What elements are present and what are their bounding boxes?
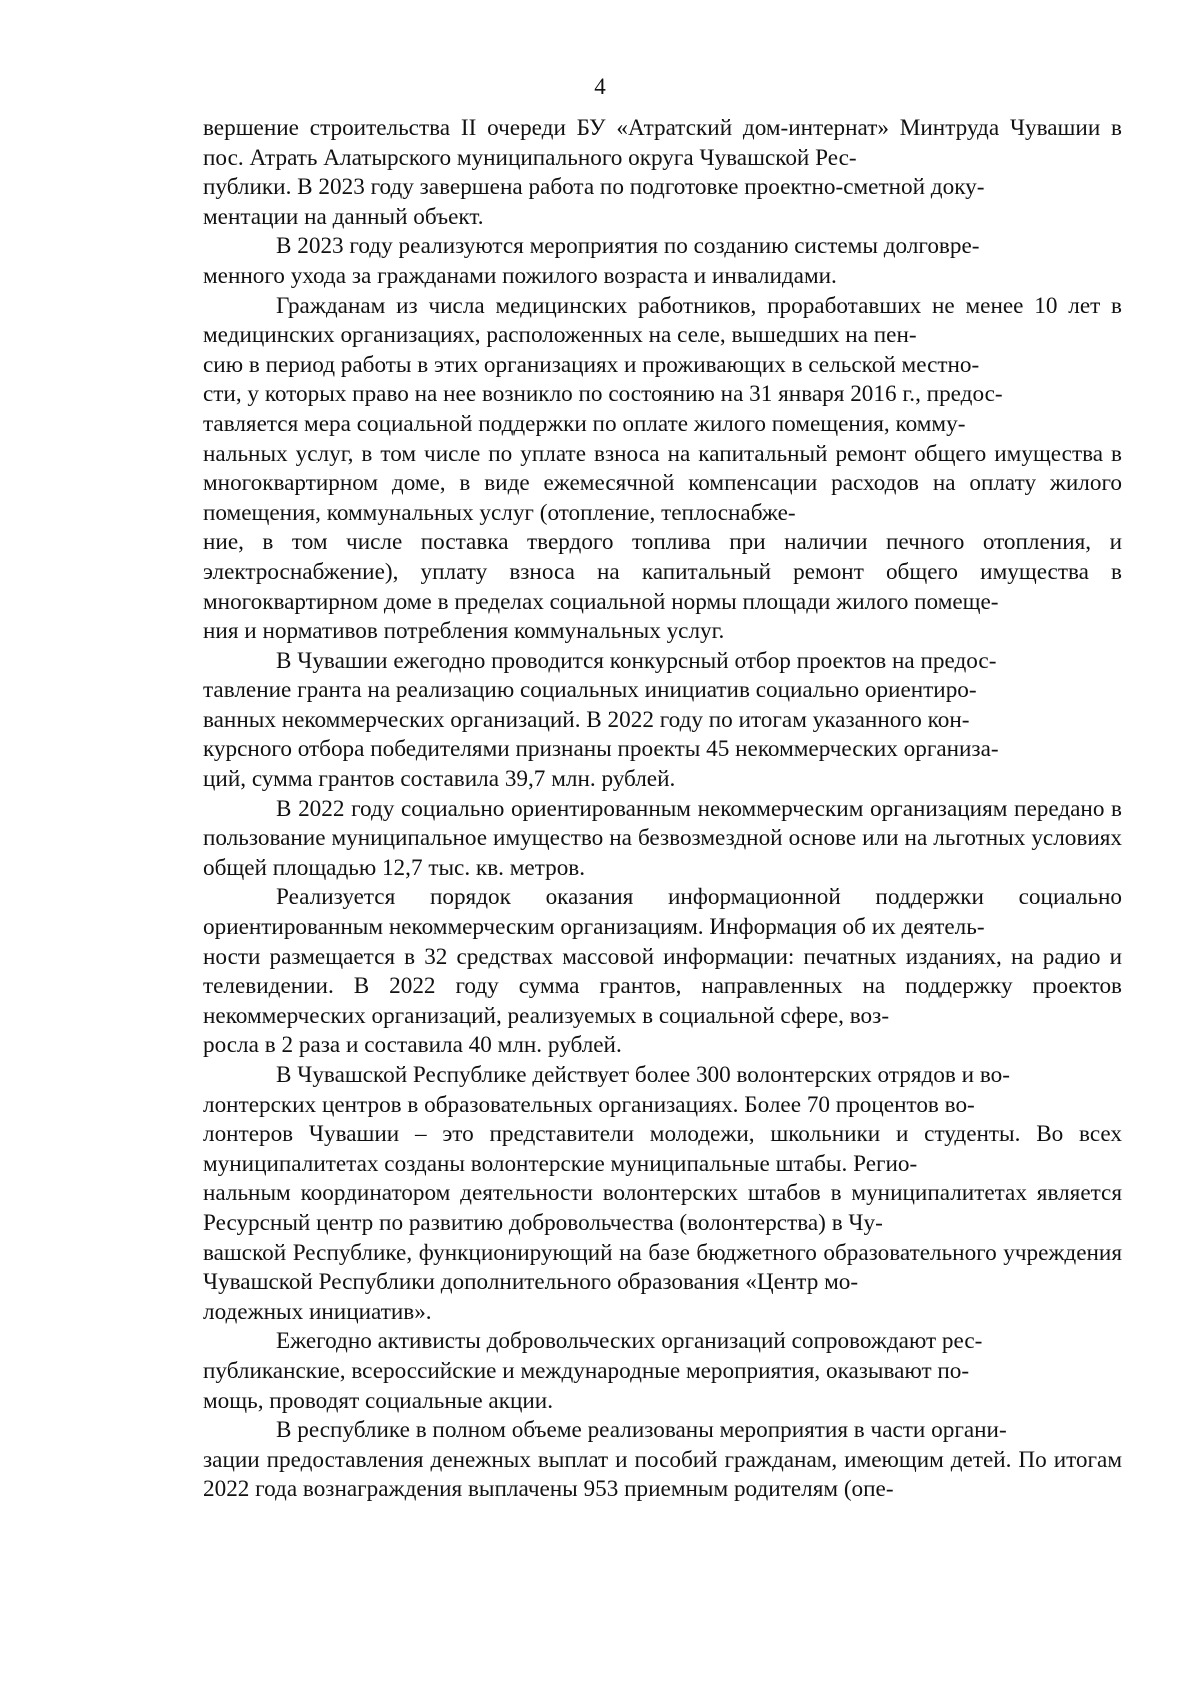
paragraph-grant-competition: В Чувашии ежегодно проводится конкурсный отбор проектов на предос- тавление гранта на реализацию социальных инициатив социально ориентиро- ванных некоммерческих организаций. В 2022 году по итогам указанного кон- курсного отбора победителями признаны проекты 45 некоммерческих организа- ций, сумма грантов составила 39,7 млн. рублей.	[203, 647, 999, 793]
paragraph-volunteer-activists: Ежегодно активисты добровольческих организаций сопровождают рес- публиканские, всероссийские и международные мероприятия, оказывают по- мощь, проводят социальные акции.	[203, 1328, 983, 1414]
page-number: 4	[594, 74, 606, 99]
paragraph-continuation: вершение строительства II очереди БУ «Атратский дом-интернат» Минтруда Чувашии в пос. Атрать Алатырского муниципального округа Чувашской Рес- публики. В 2023 году завершена работа по подготовке проектно-сметной доку- ментации на данный объект.	[203, 115, 1122, 230]
paragraph-medical-workers-support: Гражданам из числа медицинских работников, проработавших не менее 10 лет в медицинских организациях, расположенных на селе, вышедших на пен- сию в период работы в этих организациях и проживающих в сельской местно- сти, у которых право на нее возникло по состоянию на 31 января 2016 г., предос- тавляется мера социальной поддержки по оплате жилого помещения, комму- нальных услуг, в том числе по уплате взноса на капитальный ремонт общего имущества в многоквартирном доме, в виде ежемесячной компенсации расходов на оплату жилого помещения, коммунальных услуг (отопление, теплоснабже- ние, в том числе поставка твердого топлива при наличии печного отопления, и электроснабжение), уплату взноса на капитальный ремонт общего имущества в многоквартирном доме в пределах социальной нормы площади жилого помеще- ния и нормативов потребления коммунальных услуг.	[203, 292, 1122, 645]
document-body	[203, 114, 1122, 1505]
paragraph-volunteer-centers: В Чувашской Республике действует более 300 волонтерских отрядов и во- лонтерских центров в образовательных организациях. Более 70 процентов во- лонтеров Чувашии – это представители молодежи, школьники и студенты. Во всех муниципалитетах созданы волонтерские муниципальные штабы. Регио- нальным координатором деятельности волонтерских штабов в муниципалитетах является Ресурсный центр по развитию добровольчества (волонтерства) в Чу- вашской Республике, функционирующий на базе бюджетного образовательного учреждения Чувашской Республики дополнительного образования «Центр мо- лодежных инициатив».	[203, 1062, 1122, 1325]
paragraph-information-support: Реализуется порядок оказания информационной поддержки социально ориентированным некоммерческим организациям. Информация об их деятель- ности размещается в 32 средствах массовой информации: печатных изданиях, на радио и телевидении. В 2022 году сумма грантов, направленных на поддержку проектов некоммерческих организаций, реализуемых в социальной сфере, воз- росла в 2 раза и составила 40 млн. рублей.	[203, 884, 1122, 1059]
paragraph-family-payments: В республике в полном объеме реализованы мероприятия в части органи- зации предоставления денежных выплат и пособий гражданам, имеющим детей. По итогам 2022 года вознаграждения выплачены 953 приемным родителям (опе-	[203, 1417, 1122, 1503]
paragraph-municipal-property: В 2022 году социально ориентированным некоммерческим организациям передано в пользование муниципальное имущество на безвозмездной основе или на льготных условиях общей площадью 12,7 тыс. кв. метров.	[203, 795, 1122, 881]
paragraph-long-term-care: В 2023 году реализуются мероприятия по созданию системы долговре- менного ухода за гражданами пожилого возраста и инвалидами.	[203, 233, 980, 289]
